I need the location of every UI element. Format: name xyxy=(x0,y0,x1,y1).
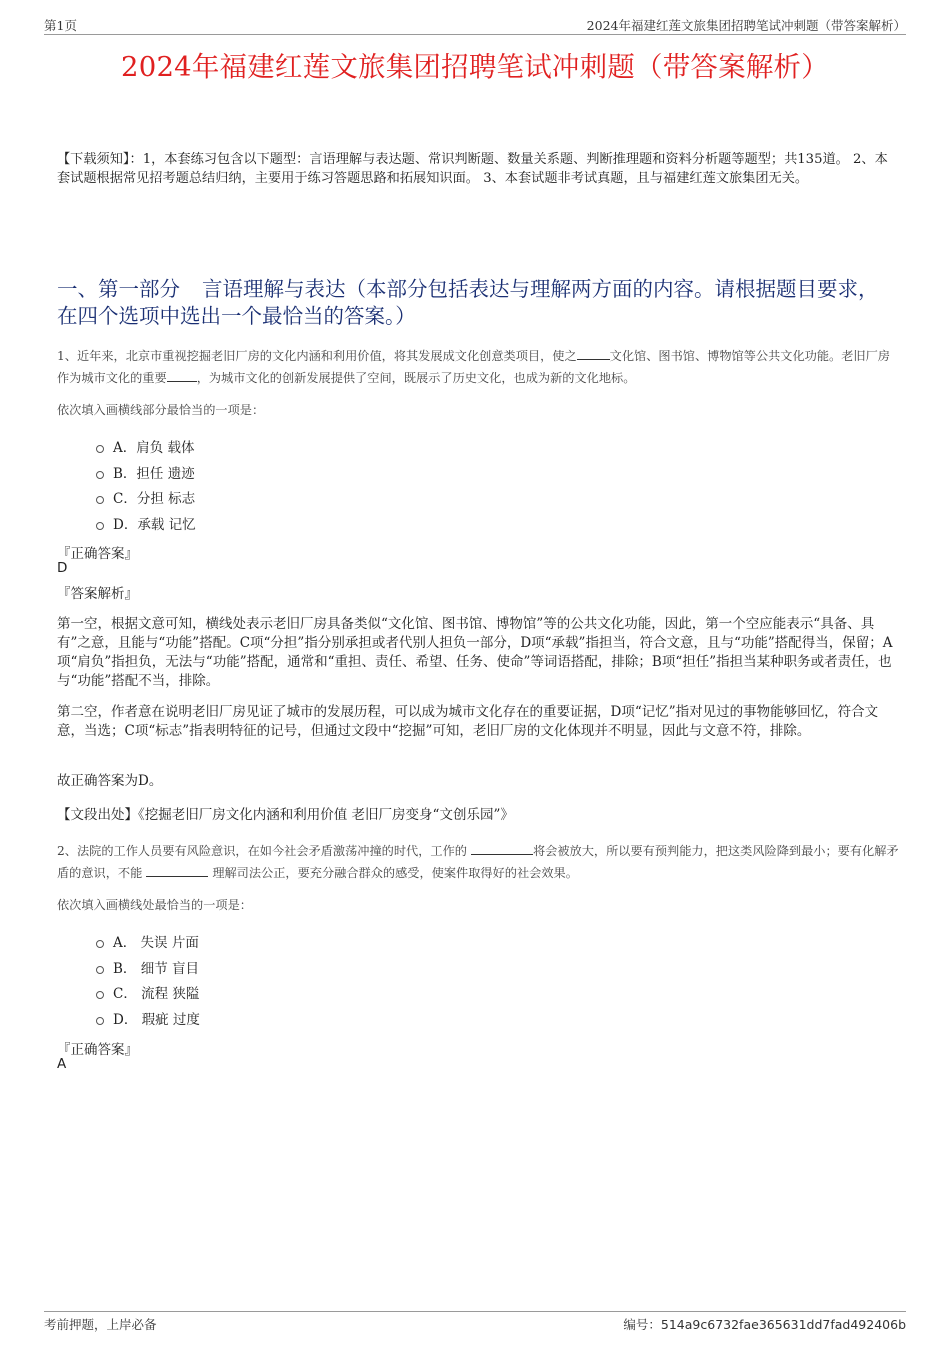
radio-icon[interactable] xyxy=(96,496,104,504)
option-d[interactable]: D．承载 记忆 xyxy=(96,510,196,536)
page-number: 第1页 xyxy=(44,18,77,33)
option-a[interactable]: A．肩负 载体 xyxy=(96,433,196,459)
question-2-options xyxy=(96,928,200,1031)
correct-answer-label: 『正确答案』 xyxy=(57,1042,138,1058)
option-b[interactable]: B． 细节 盲目 xyxy=(96,954,200,980)
option-a[interactable]: A． 失误 片面 xyxy=(96,928,200,954)
option-b[interactable]: B．担任 遗迹 xyxy=(96,459,196,485)
fill-blank xyxy=(146,863,208,877)
radio-icon[interactable] xyxy=(96,522,104,530)
radio-icon[interactable] xyxy=(96,1017,104,1025)
footer-slogan: 考前押题，上岸必备 xyxy=(44,1317,157,1332)
radio-icon[interactable] xyxy=(96,991,104,999)
section-title: 言语理解与表达（本部分包括表达与理解两方面的内容。请根据题目要求，在四个选项中选出一个最恰当的答案。） xyxy=(57,277,879,328)
header-doc-title: 2024年福建红莲文旅集团招聘笔试冲刺题（带答案解析） xyxy=(586,18,906,33)
fill-blank xyxy=(471,841,533,855)
question-1-text: 1、近年来，北京市重视挖掘老旧厂房的文化内涵和利用价值，将其发展成文化创意类项目，使之 文化馆、图书馆、博物馆等公共文化功能。老旧厂房作为城市文化的重要 ，为城市文化的创新发展提供了空间，既展示了历史文化，也成为新的文化地标。 xyxy=(57,346,899,389)
correct-answer: A xyxy=(57,1056,67,1072)
question-1-prompt: 依次填入画横线部分最恰当的一项是： xyxy=(57,403,265,417)
analysis-paragraph-2: 第二空，作者意在说明老旧厂房见证了城市的发展历程，可以成为城市文化存在的重要证据，D项“记忆”指对见过的事物能够回忆，符合文意，当选；C项“标志”指表明特征的记号，但通过文段中“挖掘”可知，老旧厂房的文化体现并不明显，因此与文意不符，排除。 xyxy=(57,704,879,739)
question-1-options xyxy=(96,433,196,536)
radio-icon[interactable] xyxy=(96,471,104,479)
section-heading xyxy=(57,276,897,330)
option-c[interactable]: C．分担 标志 xyxy=(96,484,196,510)
question-2-prompt: 依次填入画横线处最恰当的一项是： xyxy=(57,898,252,912)
radio-icon[interactable] xyxy=(96,966,104,974)
radio-icon[interactable] xyxy=(96,940,104,948)
correct-answer-label: 『正确答案』 xyxy=(57,546,138,562)
fill-blank xyxy=(577,346,610,360)
section-part: 一、第一部分 xyxy=(57,277,180,301)
correct-answer: D xyxy=(57,560,68,576)
analysis-conclusion: 故正确答案为D。 xyxy=(57,773,163,789)
radio-icon[interactable] xyxy=(96,445,104,453)
text-source: 【文段出处】《挖掘老旧厂房文化内涵和利用价值 老旧厂房变身“文创乐园”》 xyxy=(57,807,514,823)
analysis-label: 『答案解析』 xyxy=(57,586,138,602)
page-header xyxy=(44,14,906,35)
analysis-paragraph-1: 第一空，根据文意可知，横线处表示老旧厂房具备类似“文化馆、图书馆、博物馆”等的公共文化功能，因此，第一个空应能表示“具备、具有”之意，且能与“功能”搭配。C项“分担”指分别承担或者代别人担负一部分，D项“承载”指担当，符合文意，且与“功能”搭配得当，保留；A项“肩负”指担负，无法与“功能”搭配，通常和“重担、责任、希望、任务、使命”等词语搭配，排除；B项“担任”指担当某种职务或者责任，也与“功能”搭配不当，排除。 xyxy=(57,616,893,689)
option-c[interactable]: C． 流程 狭隘 xyxy=(96,979,200,1005)
question-2-text: 2、法院的工作人员要有风险意识，在如今社会矛盾激荡冲撞的时代，工作的 将会被放大，所以要有预判能力，把这类风险降到最小；要有化解矛盾的意识，不能 理解司法公正，要充分融合群众的感受，使案件取得好的社会效果。 xyxy=(57,841,899,884)
fill-blank xyxy=(167,368,197,382)
option-d[interactable]: D． 瑕疵 过度 xyxy=(96,1005,200,1031)
page-footer xyxy=(44,1311,906,1334)
footer-code: 编号：514a9c6732fae365631dd7fad492406b xyxy=(623,1317,906,1332)
download-notice: 【下载须知】：1，本套练习包含以下题型：言语理解与表达题、常识判断题、数量关系题、判断推理题和资料分析题等题型；共135道。 2、本套试题根据常见招考题总结归纳，主要用于练习答题思路和拓展知识面。 3、本套试题非考试真题，且与福建红莲文旅集团无关。 xyxy=(57,152,888,186)
document-title: 2024年福建红莲文旅集团招聘笔试冲刺题（带答案解析） xyxy=(121,51,829,83)
